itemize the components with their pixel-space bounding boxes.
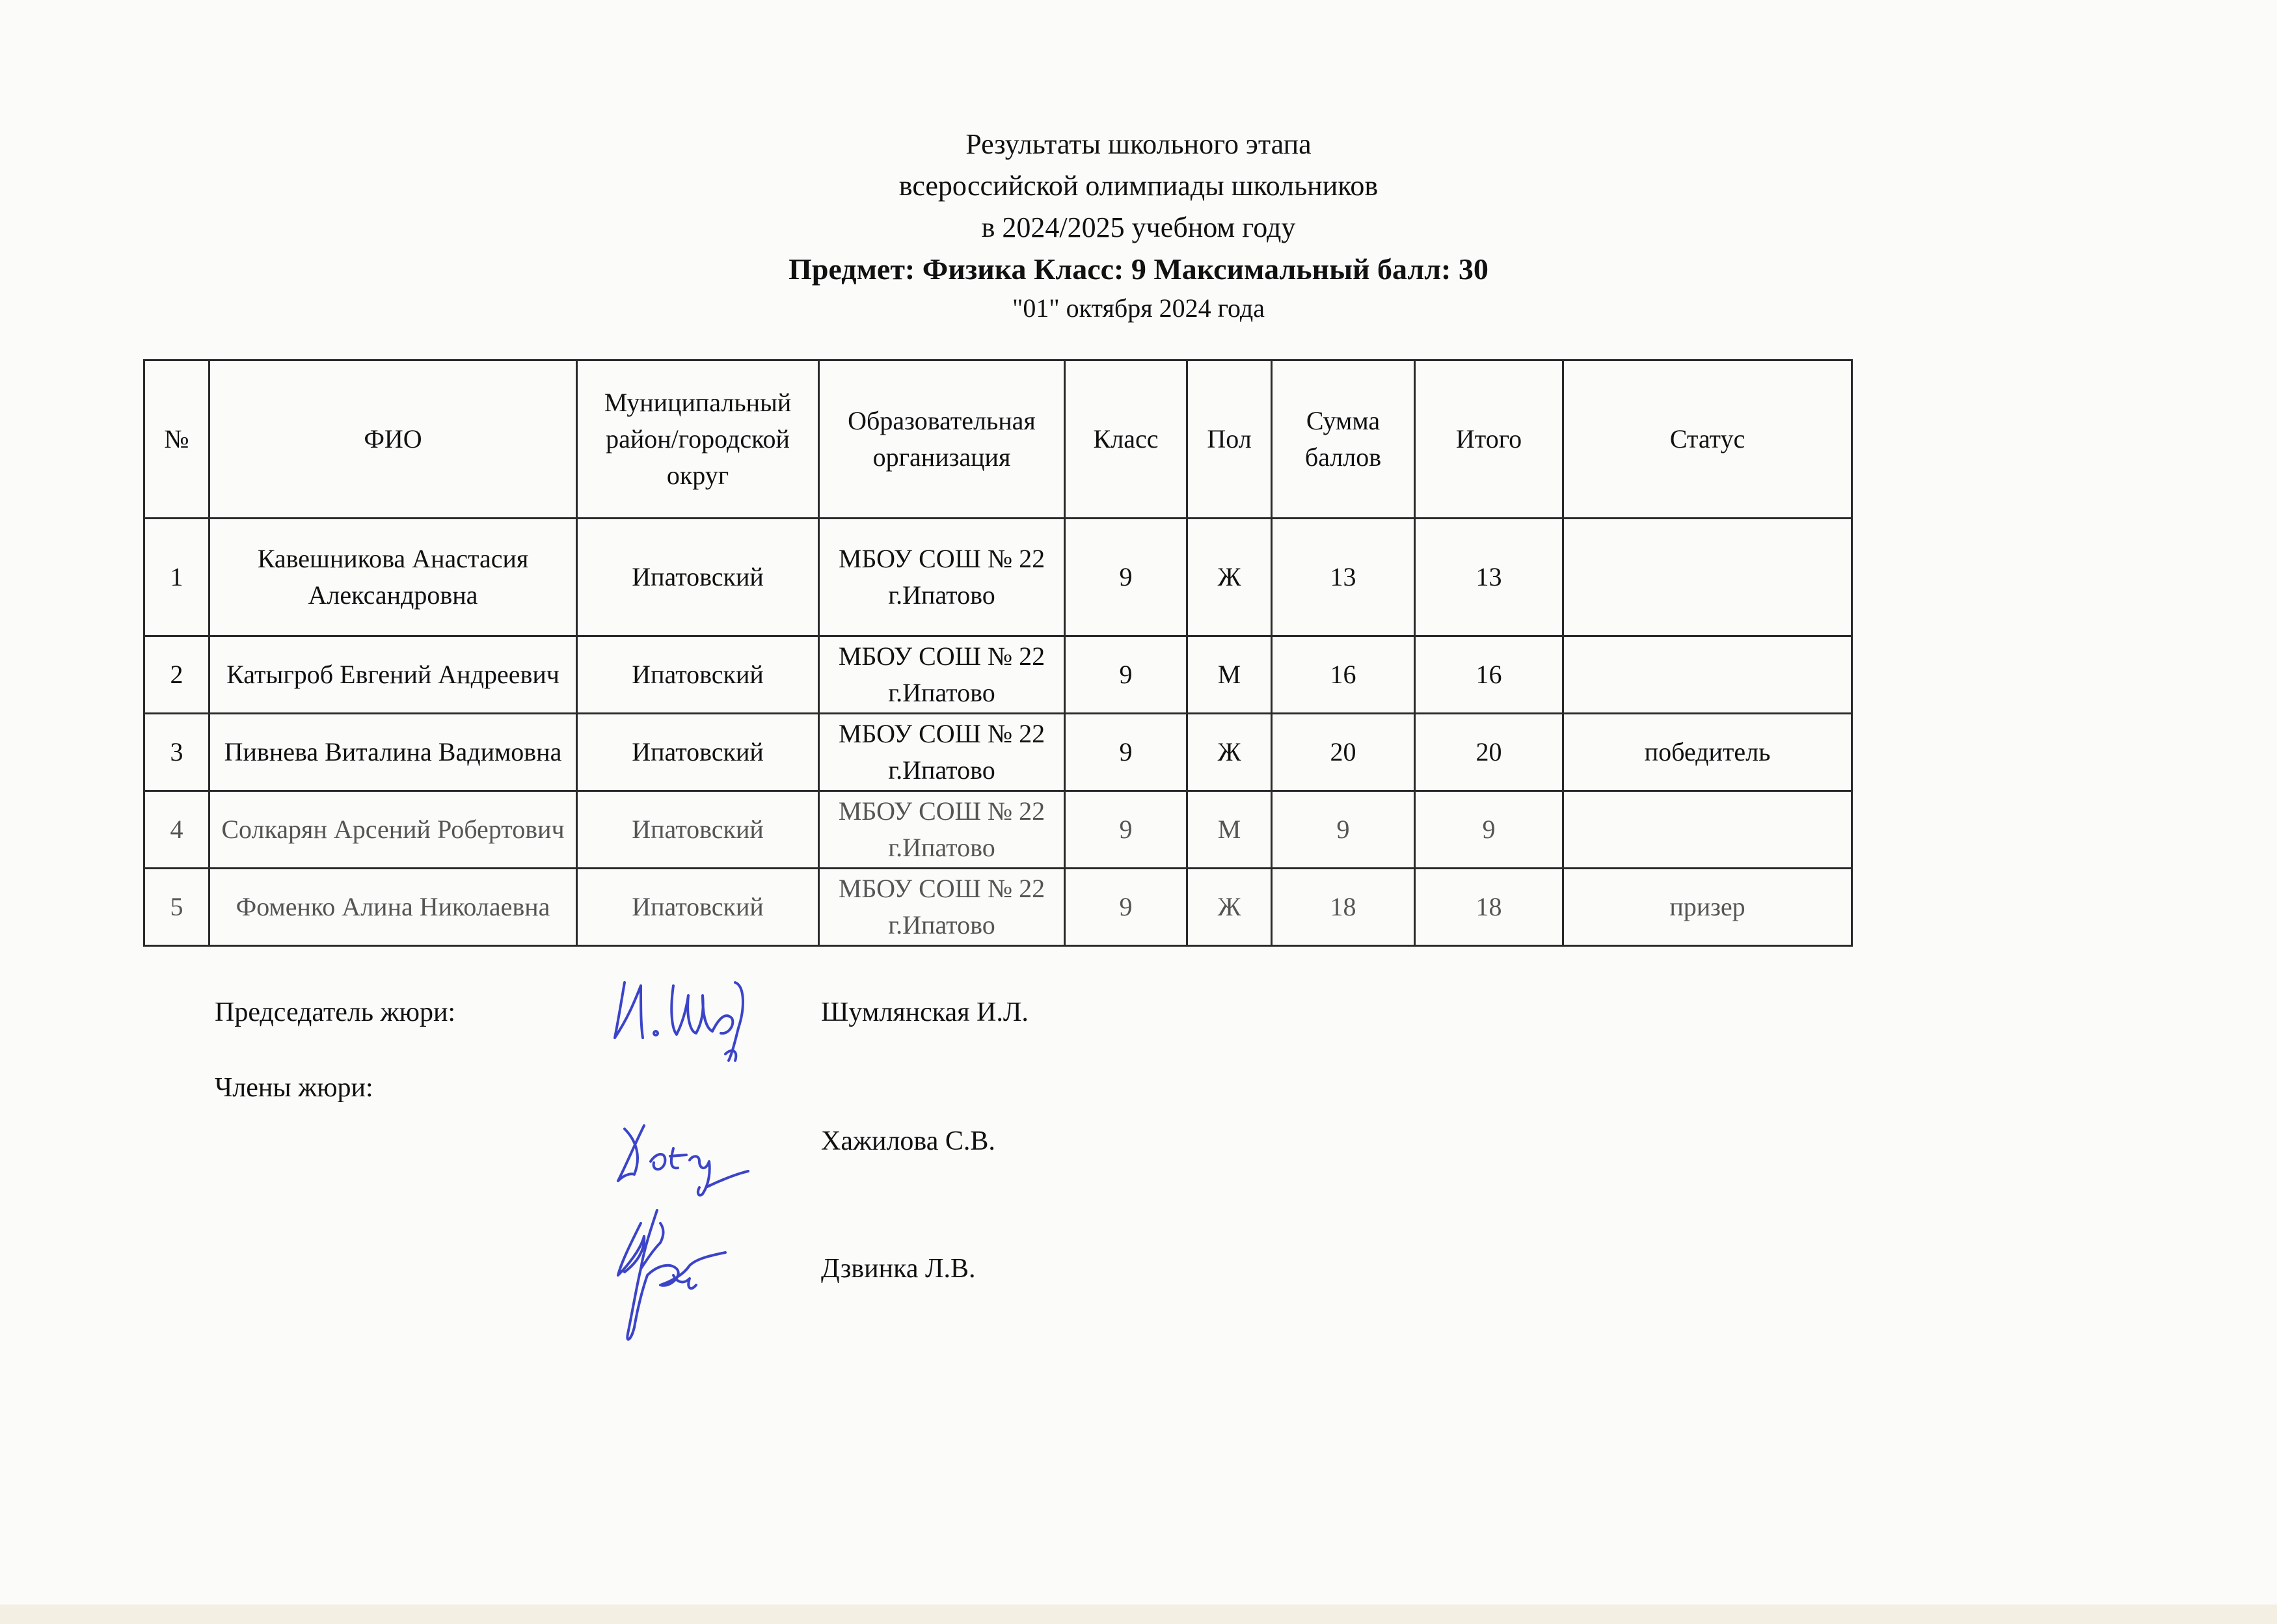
- cell-fio: Солкарян Арсений Робертович: [209, 791, 577, 869]
- table-row: [144, 519, 1852, 636]
- cell-sex: М: [1187, 791, 1272, 869]
- col-header-total: Итого: [1415, 360, 1563, 519]
- cell-status: [1563, 519, 1852, 636]
- cell-district: Ипатовский: [577, 791, 819, 869]
- cell-sex: Ж: [1187, 714, 1272, 791]
- signature-chair: [605, 956, 774, 1067]
- cell-num: 3: [144, 714, 209, 791]
- jury-member-1-name: Хажилова С.В.: [821, 1126, 995, 1156]
- table-row: [144, 714, 1852, 791]
- cell-sex: М: [1187, 636, 1272, 714]
- cell-grade: 9: [1065, 519, 1187, 636]
- cell-sum: 13: [1272, 519, 1415, 636]
- cell-sum: 9: [1272, 791, 1415, 869]
- cell-district: Ипатовский: [577, 519, 819, 636]
- cell-fio: Кавешникова Анастасия Александровна: [209, 519, 577, 636]
- cell-sex: Ж: [1187, 869, 1272, 946]
- title-line-3: в 2024/2025 учебном году: [981, 211, 1296, 243]
- signature-member-1: [605, 1109, 774, 1200]
- page-bottom-band: [0, 1604, 2277, 1624]
- cell-district: Ипатовский: [577, 636, 819, 714]
- cell-status: призер: [1563, 869, 1852, 946]
- table-header-row: [144, 360, 1852, 519]
- col-header-status: Статус: [1563, 360, 1852, 519]
- cell-org: МБОУ СОШ № 22 г.Ипатово: [819, 869, 1065, 946]
- jury-section: [215, 989, 1191, 1379]
- cell-sex: Ж: [1187, 519, 1272, 636]
- cell-org: МБОУ СОШ № 22 г.Ипатово: [819, 714, 1065, 791]
- cell-status: победитель: [1563, 714, 1852, 791]
- title-line-2: всероссийской олимпиады школьников: [898, 170, 1379, 202]
- cell-num: 4: [144, 791, 209, 869]
- cell-sum: 18: [1272, 869, 1415, 946]
- cell-total: 16: [1415, 636, 1563, 714]
- col-header-num: №: [144, 360, 209, 519]
- cell-district: Ипатовский: [577, 869, 819, 946]
- col-header-district: Муниципальный район/городской округ: [577, 360, 819, 519]
- cell-org: МБОУ СОШ № 22 г.Ипатово: [819, 791, 1065, 869]
- table-row: [144, 791, 1852, 869]
- col-header-sum: Сумма баллов: [1272, 360, 1415, 519]
- cell-num: 5: [144, 869, 209, 946]
- cell-num: 1: [144, 519, 209, 636]
- cell-org: МБОУ СОШ № 22 г.Ипатово: [819, 519, 1065, 636]
- cell-fio: Катыгроб Евгений Андреевич: [209, 636, 577, 714]
- cell-grade: 9: [1065, 869, 1187, 946]
- col-header-sex: Пол: [1187, 360, 1272, 519]
- jury-chair-name: Шумлянская И.Л.: [821, 997, 1029, 1027]
- jury-member-2-name: Дзвинка Л.В.: [821, 1254, 976, 1284]
- cell-total: 13: [1415, 519, 1563, 636]
- col-header-grade: Класс: [1065, 360, 1187, 519]
- subject-line: Предмет: Физика Класс: 9 Максимальный балл: 30: [788, 252, 1489, 286]
- results-table: [143, 359, 1853, 947]
- jury-members-label: Члены жюри:: [215, 1073, 373, 1103]
- cell-num: 2: [144, 636, 209, 714]
- table-row: [144, 636, 1852, 714]
- cell-grade: 9: [1065, 791, 1187, 869]
- date-line: "01" октября 2024 года: [1012, 293, 1265, 323]
- cell-sum: 16: [1272, 636, 1415, 714]
- cell-grade: 9: [1065, 636, 1187, 714]
- cell-grade: 9: [1065, 714, 1187, 791]
- signature-member-2: [605, 1204, 774, 1353]
- col-header-org: Образовательная организация: [819, 360, 1065, 519]
- jury-chair-label: Председатель жюри:: [215, 997, 456, 1027]
- cell-district: Ипатовский: [577, 714, 819, 791]
- cell-status: [1563, 636, 1852, 714]
- cell-fio: Фоменко Алина Николаевна: [209, 869, 577, 946]
- cell-fio: Пивнева Виталина Вадимовна: [209, 714, 577, 791]
- cell-total: 20: [1415, 714, 1563, 791]
- cell-org: МБОУ СОШ № 22 г.Ипатово: [819, 636, 1065, 714]
- document-header: [0, 124, 2277, 327]
- cell-total: 18: [1415, 869, 1563, 946]
- table-row: [144, 869, 1852, 946]
- title-line-1: Результаты школьного этапа: [965, 128, 1312, 160]
- cell-sum: 20: [1272, 714, 1415, 791]
- cell-status: [1563, 791, 1852, 869]
- cell-total: 9: [1415, 791, 1563, 869]
- col-header-fio: ФИО: [209, 360, 577, 519]
